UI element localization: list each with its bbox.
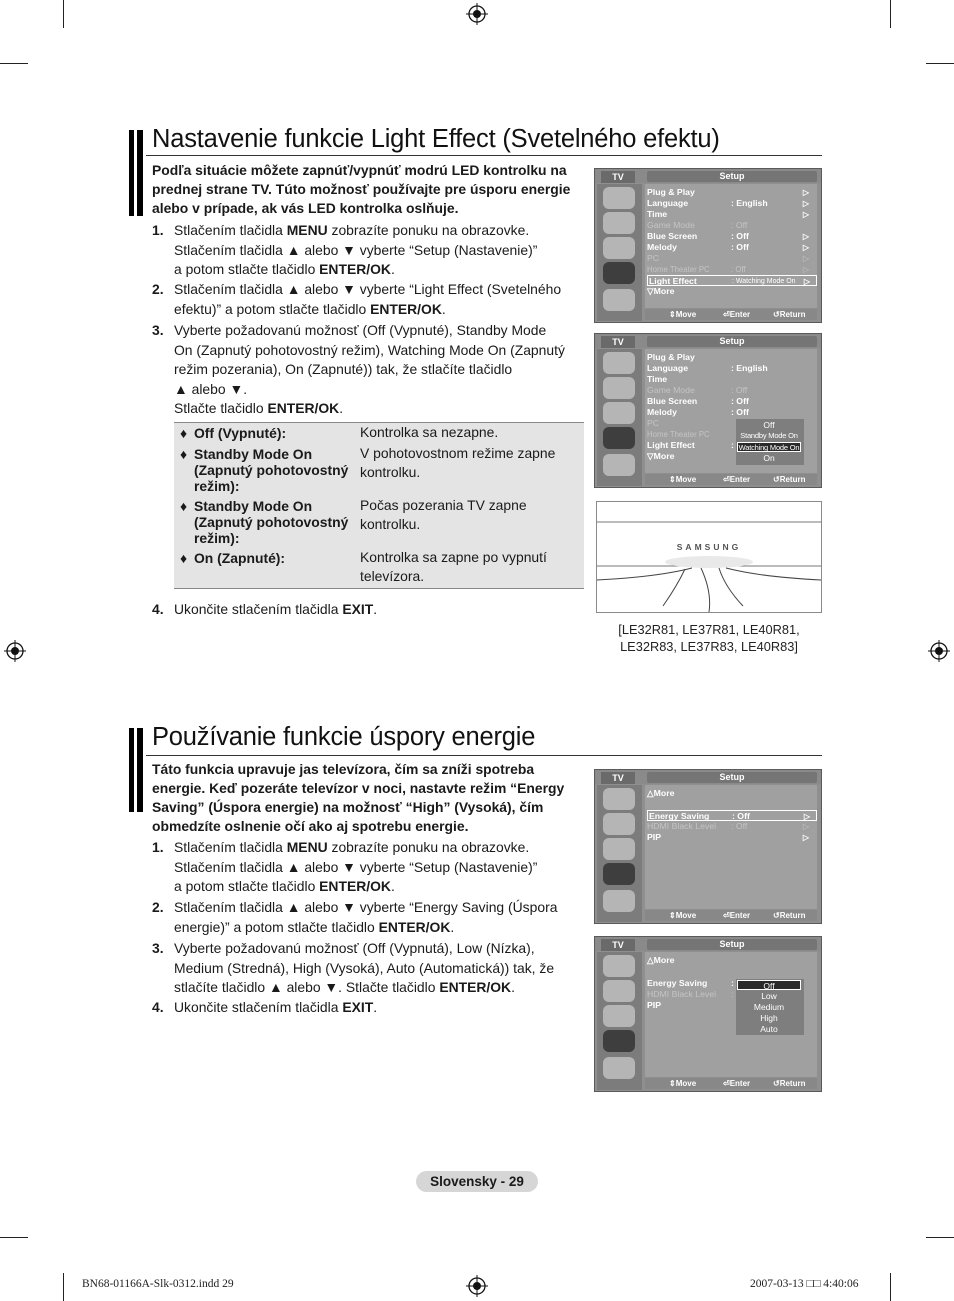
diamond-bullet-icon: ♦: [180, 498, 188, 514]
osd-footer-hint: Move: [675, 310, 697, 319]
option-value: Kontrolka sa nezapne.: [360, 424, 499, 440]
step-key: ENTER/OK: [319, 878, 391, 894]
osd-footer-hint: Move: [675, 1079, 697, 1088]
submenu-arrow-icon: ▷: [803, 812, 810, 821]
section-rule: [146, 755, 822, 756]
step-text: Vyberte požadovanú možnosť (Off (Vypnutá), Low (Nízka),: [174, 940, 535, 956]
step-item: [152, 998, 584, 1018]
osd-item-text: Home Theater PC: [647, 265, 710, 274]
osd-setup-title: Setup: [647, 939, 817, 950]
osd-tv-label: TV: [601, 772, 635, 784]
osd-item-text: Game Mode: [647, 220, 695, 230]
channel-icon: [603, 1005, 635, 1027]
crop-mark: [63, 1273, 64, 1301]
submenu-arrow-icon: ▷: [802, 822, 809, 831]
osd-footer-hint: ↺ Return: [773, 911, 806, 920]
dropdown-option-selected[interactable]: Off: [737, 980, 801, 990]
step-key: ENTER/OK: [439, 979, 512, 995]
step-key: MENU: [286, 839, 328, 855]
step-number: 1.: [152, 222, 164, 238]
osd-item-text: :: [731, 989, 734, 999]
option-value: V pohotovostnom režime zapne kontrolku.: [360, 445, 556, 480]
step-text: Stlačte tlačidlo: [174, 400, 268, 416]
setup-gear-icon: [603, 1030, 635, 1052]
step-text: Stlačením tlačidla ▲ alebo ▼ vyberte “Setup (Nastavenie)”: [174, 241, 538, 258]
step-text: .: [390, 878, 395, 894]
osd-item-text: Game Mode: [647, 385, 695, 395]
osd-item-text: △More: [647, 788, 675, 798]
osd-menu-item[interactable]: [647, 385, 815, 396]
dropdown-option[interactable]: Auto: [760, 1024, 778, 1034]
step-number: 3.: [152, 940, 164, 956]
osd-return-hint: ↺ Return: [773, 310, 806, 319]
osd-sidebar: [597, 952, 642, 1090]
section-intro: Táto funkcia upravuje jas televízora, čím sa zníži spotreba energie. Keď pozeráte televízor v noci, nastavte režim “Energy Saving” (Úspora energie) na možnosť “High” (Vysoká), čím obmedzíte oslnenie očí ako aj spotrebu energie.: [152, 761, 565, 834]
osd-footer: [645, 1078, 817, 1089]
step-key: MENU: [286, 222, 328, 238]
step-item: [152, 280, 584, 319]
crop-mark: [890, 1273, 891, 1301]
setup-gear-icon: [603, 427, 635, 449]
submenu-arrow-icon: ▷: [802, 232, 809, 241]
model-caption: [596, 621, 822, 655]
osd-footer: [645, 309, 817, 320]
crop-mark: [0, 63, 28, 64]
step-number: 3.: [152, 322, 164, 338]
diamond-bullet-icon: ♦: [180, 446, 188, 462]
osd-footer-hint: ⇕ Move: [669, 475, 697, 484]
osd-menu-item[interactable]: [647, 832, 815, 843]
osd-item-text: Blue Screen: [647, 231, 698, 241]
osd-item-text: : Off: [731, 265, 746, 274]
osd-move-hint: ⇕ Move: [669, 310, 697, 319]
osd-sidebar: [597, 184, 642, 321]
step-text: Vyberte požadovanú možnosť (Off (Vypnuté), Standby Mode: [174, 322, 547, 338]
step-text: Stlačením tlačidla ▲ alebo ▼ vyberte “Setup (Nastavenie)”: [174, 858, 538, 875]
osd-menu-item[interactable]: [647, 253, 815, 264]
osd-item-text: ▽More: [647, 286, 675, 296]
picture-icon: [603, 352, 635, 374]
sound-icon: [603, 980, 635, 1002]
crop-mark: [0, 1237, 28, 1238]
osd-menu-item[interactable]: [647, 788, 815, 799]
channel-icon: [603, 237, 635, 259]
osd-item-text: Plug & Play: [647, 187, 695, 197]
diamond-bullet-icon: ♦: [180, 550, 188, 566]
page-number-badge: Slovensky - 29: [416, 1171, 538, 1192]
option-key: Standby Mode On (Zapnutý pohotovostný režim):: [194, 446, 349, 494]
osd-item-text: Melody: [647, 407, 677, 417]
step-text: Medium (Stredná), High (Vysoká), Auto (Automatická)) tak, že: [174, 959, 555, 976]
osd-item-text: : Off: [731, 220, 748, 230]
osd-item-text: PIP: [647, 1000, 662, 1010]
tv-front-illustration: [596, 501, 822, 613]
osd-tv-label: TV: [601, 171, 635, 183]
osd-item-text: : Off: [731, 385, 748, 395]
osd-item-text: : Off: [732, 811, 750, 821]
step-text: Stlačením tlačidla ▲ alebo ▼ vyberte “Light Effect (Svetelného: [174, 281, 562, 297]
osd-footer-hint: Move: [675, 911, 697, 920]
osd-footer-hint: ↺ Return: [773, 475, 806, 484]
step-key: ENTER/OK: [267, 400, 340, 416]
osd-item-text: : Off: [731, 231, 749, 241]
osd-footer-hint: Enter: [729, 310, 751, 319]
osd-item-text: Plug & Play: [647, 352, 695, 362]
option-key: Off (Vypnuté):: [194, 425, 287, 441]
submenu-arrow-icon: ▷: [802, 833, 809, 842]
step-text: a potom stlačte tlačidlo: [174, 878, 320, 894]
osd-item-text: PIP: [647, 832, 662, 842]
osd-menu-panel: [645, 785, 817, 909]
osd-item-text: : Off: [731, 821, 748, 831]
osd-item-text: :: [731, 978, 734, 988]
dropdown-option[interactable]: On: [763, 453, 775, 463]
osd-footer-hint: ⏎ Enter: [723, 1079, 751, 1088]
osd-item-text: Home Theater PC: [647, 430, 710, 439]
osd-sidebar: [597, 785, 642, 922]
diamond-bullet-icon: ♦: [180, 425, 188, 441]
step-text: a potom stlačte tlačidlo: [174, 261, 320, 277]
step-item: [152, 600, 584, 620]
step-number: 1.: [152, 839, 164, 855]
osd-item-text: Energy Saving: [649, 811, 710, 821]
osd-footer-hint: ⏎ Enter: [723, 475, 751, 484]
registration-mark-icon: [466, 3, 488, 25]
osd-item-text: : Off: [731, 407, 749, 417]
submenu-arrow-icon: ▷: [802, 210, 809, 219]
submenu-arrow-icon: ▷: [802, 188, 809, 197]
option-value: Kontrolka sa zapne po vypnutí televízora.: [360, 549, 547, 584]
osd-item-text: Time: [647, 374, 668, 384]
osd-item-text: HDMI Black Level: [647, 821, 717, 831]
osd-menu-item-selected[interactable]: [647, 275, 817, 286]
osd-footer: [645, 910, 817, 921]
osd-menu-item[interactable]: [647, 396, 815, 407]
step-text: Stlačením tlačidla: [174, 839, 287, 855]
osd-menu-item[interactable]: [647, 220, 815, 231]
tv-stand-drawing: [597, 502, 821, 612]
osd-sidebar: [597, 349, 642, 486]
step-text: zobrazíte ponuku na obrazovke.: [327, 222, 530, 238]
step-text: .: [373, 999, 378, 1015]
caption-line: LE32R83, LE37R83, LE40R83]: [620, 639, 798, 654]
osd-footer-hint: Enter: [729, 911, 751, 920]
step-text: energie)” a potom stlačte tlačidlo: [174, 918, 379, 935]
registration-mark-icon: [466, 1275, 488, 1297]
osd-setup-title: Setup: [647, 772, 817, 783]
step-text: .: [441, 300, 446, 317]
step-text: Stlačením tlačidla: [174, 222, 287, 238]
setup-gear-icon: [603, 262, 635, 284]
osd-footer-hint: Enter: [729, 475, 751, 484]
section-intro: Podľa situácie môžete zapnúť/vypnúť modrú LED kontrolku na prednej strane TV. Túto možnosť používajte pre úsporu energie alebo v prípade, ak vás LED kontrolka oslňuje.: [152, 162, 571, 216]
crop-mark: [926, 1237, 954, 1238]
osd-footer: [645, 474, 817, 485]
osd-footer-hint: Return: [779, 310, 806, 319]
section-title: Používanie funkcie úspory energie: [152, 723, 536, 751]
osd-item-text: HDMI Black Level: [647, 989, 717, 999]
step-text: efektu)” a potom stlačte tlačidlo: [174, 300, 371, 317]
tv-menu-screenshot: [594, 936, 822, 1092]
osd-item-text: ▽More: [647, 451, 675, 461]
osd-item-text: :: [731, 440, 734, 450]
input-icon: [603, 1057, 635, 1079]
dropdown-option[interactable]: Medium: [753, 1002, 785, 1012]
osd-menu-item-selected[interactable]: [647, 810, 817, 821]
step-text: režim pozerania), On (Zapnuté)) tak, že stlačíte tlačidlo: [174, 361, 513, 377]
registration-mark-icon: [928, 640, 950, 662]
step-item: [152, 321, 584, 419]
step-item: [152, 221, 584, 280]
dropdown-option-selected[interactable]: Watching Mode On: [738, 443, 800, 452]
step-key: ENTER/OK: [319, 261, 391, 277]
light-effect-dropdown[interactable]: [736, 419, 804, 465]
print-slug-date: 2007-03-13 □□ 4:40:06: [750, 1278, 859, 1290]
step-text: .: [339, 400, 344, 416]
osd-menu-item[interactable]: [647, 264, 815, 275]
section-rule: [146, 155, 822, 156]
osd-menu-item[interactable]: [647, 374, 815, 385]
osd-menu-item[interactable]: [647, 209, 815, 220]
osd-item-text: : Off: [731, 242, 749, 252]
section-marker-bar: [129, 728, 143, 812]
osd-item-text: △More: [647, 955, 675, 965]
osd-item-text: : Watching Mode On: [732, 278, 796, 285]
osd-footer-hint: ⇕ Move: [669, 911, 697, 920]
submenu-arrow-icon: ▷: [802, 254, 809, 263]
input-icon: [603, 289, 635, 311]
option-key: On (Zapnuté):: [194, 550, 286, 566]
step-key: EXIT: [342, 999, 374, 1015]
submenu-arrow-icon: ▷: [802, 265, 809, 274]
step-text: Ukončite stlačením tlačidla: [174, 999, 343, 1015]
print-slug-file: BN68-01166A-Slk-0312.indd 29: [82, 1278, 234, 1290]
step-number: 4.: [152, 601, 164, 617]
tv-menu-screenshot: [594, 168, 822, 323]
osd-item-text: Energy Saving: [647, 978, 708, 988]
crop-mark: [63, 0, 64, 28]
osd-item-text: Language: [647, 363, 689, 373]
step-text: zobrazíte ponuku na obrazovke.: [327, 839, 530, 855]
dropdown-option[interactable]: Off: [763, 420, 775, 430]
crop-mark: [926, 63, 954, 64]
step-text: .: [511, 979, 515, 995]
option-value: Počas pozerania TV zapne kontrolku.: [360, 497, 527, 532]
osd-menu-item[interactable]: [647, 286, 815, 297]
osd-menu-item[interactable]: [647, 363, 815, 374]
tv-menu-screenshot: [594, 333, 822, 488]
osd-item-text: : English: [731, 363, 768, 373]
osd-item-text: : English: [731, 198, 768, 208]
osd-item-text: Language: [647, 198, 689, 208]
osd-enter-hint: ⏎ Enter: [723, 310, 751, 319]
input-icon: [603, 454, 635, 476]
tv-menu-screenshot: [594, 769, 822, 924]
osd-item-text: Time: [647, 209, 668, 219]
osd-menu-item[interactable]: [647, 407, 815, 418]
step-key: ENTER/OK: [378, 918, 451, 935]
step-item: [152, 939, 584, 998]
option-key: Standby Mode On (Zapnutý pohotovostný režim):: [194, 498, 349, 546]
osd-menu-item[interactable]: [647, 352, 815, 363]
osd-setup-title: Setup: [647, 336, 817, 347]
step-text: ▲ alebo ▼.: [174, 380, 248, 397]
osd-footer-hint: Enter: [729, 1079, 751, 1088]
submenu-arrow-icon: ▷: [802, 243, 809, 252]
osd-menu-item[interactable]: [647, 198, 815, 209]
sound-icon: [603, 212, 635, 234]
step-text: .: [373, 601, 378, 617]
sound-icon: [603, 377, 635, 399]
channel-icon: [603, 838, 635, 860]
dropdown-option[interactable]: Standby Mode On: [740, 431, 798, 440]
osd-item-text: Blue Screen: [647, 396, 698, 406]
step-text: .: [390, 261, 395, 277]
registration-mark-icon: [4, 640, 26, 662]
submenu-arrow-icon: ▷: [802, 199, 809, 208]
osd-item-text: PC: [647, 253, 660, 263]
osd-footer-hint: Return: [779, 475, 806, 484]
options-table: [174, 422, 584, 589]
samsung-logo: SAMSUNG: [676, 542, 742, 552]
dropdown-option[interactable]: High: [760, 1013, 778, 1023]
picture-icon: [603, 955, 635, 977]
step-number: 4.: [152, 999, 164, 1015]
osd-item-text: Melody: [647, 242, 677, 252]
energy-saving-dropdown[interactable]: [736, 979, 804, 1035]
osd-footer-hint: Return: [779, 911, 806, 920]
osd-item-text: Light Effect: [647, 440, 695, 450]
caption-line: [LE32R81, LE37R81, LE40R81,: [618, 622, 800, 637]
osd-footer-hint: Return: [779, 1079, 806, 1088]
osd-tv-label: TV: [601, 939, 635, 951]
osd-item-text: : Off: [731, 396, 749, 406]
step-text: stlačíte tlačidlo ▲ alebo ▼. Stlačte tlačidlo: [174, 979, 440, 995]
step-item: [152, 898, 584, 937]
submenu-arrow-icon: ▷: [803, 277, 810, 286]
osd-setup-title: Setup: [647, 171, 817, 182]
osd-item-text: PC: [647, 418, 660, 428]
osd-menu-item[interactable]: [647, 231, 815, 242]
channel-icon: [603, 402, 635, 424]
osd-item-text: Light Effect: [649, 276, 697, 286]
osd-menu-item[interactable]: [647, 242, 815, 253]
step-key: ENTER/OK: [370, 300, 442, 317]
crop-mark: [890, 0, 891, 28]
picture-icon: [603, 187, 635, 209]
osd-footer-hint: Move: [675, 475, 697, 484]
sound-icon: [603, 813, 635, 835]
osd-menu-item[interactable]: [647, 187, 815, 198]
step-key: EXIT: [342, 601, 374, 617]
osd-footer-hint: ⏎ Enter: [723, 911, 751, 920]
osd-footer-hint: ↺ Return: [773, 1079, 806, 1088]
dropdown-option[interactable]: Low: [761, 991, 777, 1001]
osd-menu-item[interactable]: [647, 821, 815, 832]
step-text: Ukončite stlačením tlačidla: [174, 601, 343, 617]
picture-icon: [603, 788, 635, 810]
step-item: [152, 838, 584, 897]
section-title: Nastavenie funkcie Light Effect (Svetelného efektu): [152, 125, 720, 153]
osd-footer-hint: ⇕ Move: [669, 1079, 697, 1088]
step-text: .: [450, 918, 455, 935]
setup-gear-icon: [603, 863, 635, 885]
input-icon: [603, 890, 635, 912]
osd-tv-label: TV: [601, 336, 635, 348]
step-text: On (Zapnutý pohotovostný režim), Watching Mode On (Zapnutý: [174, 341, 565, 358]
section-marker-bar: [129, 130, 143, 216]
step-text: Stlačením tlačidla ▲ alebo ▼ vyberte “Energy Saving (Úspora: [174, 899, 558, 915]
step-number: 2.: [152, 899, 164, 915]
step-number: 2.: [152, 281, 164, 297]
osd-menu-item[interactable]: [647, 955, 815, 966]
